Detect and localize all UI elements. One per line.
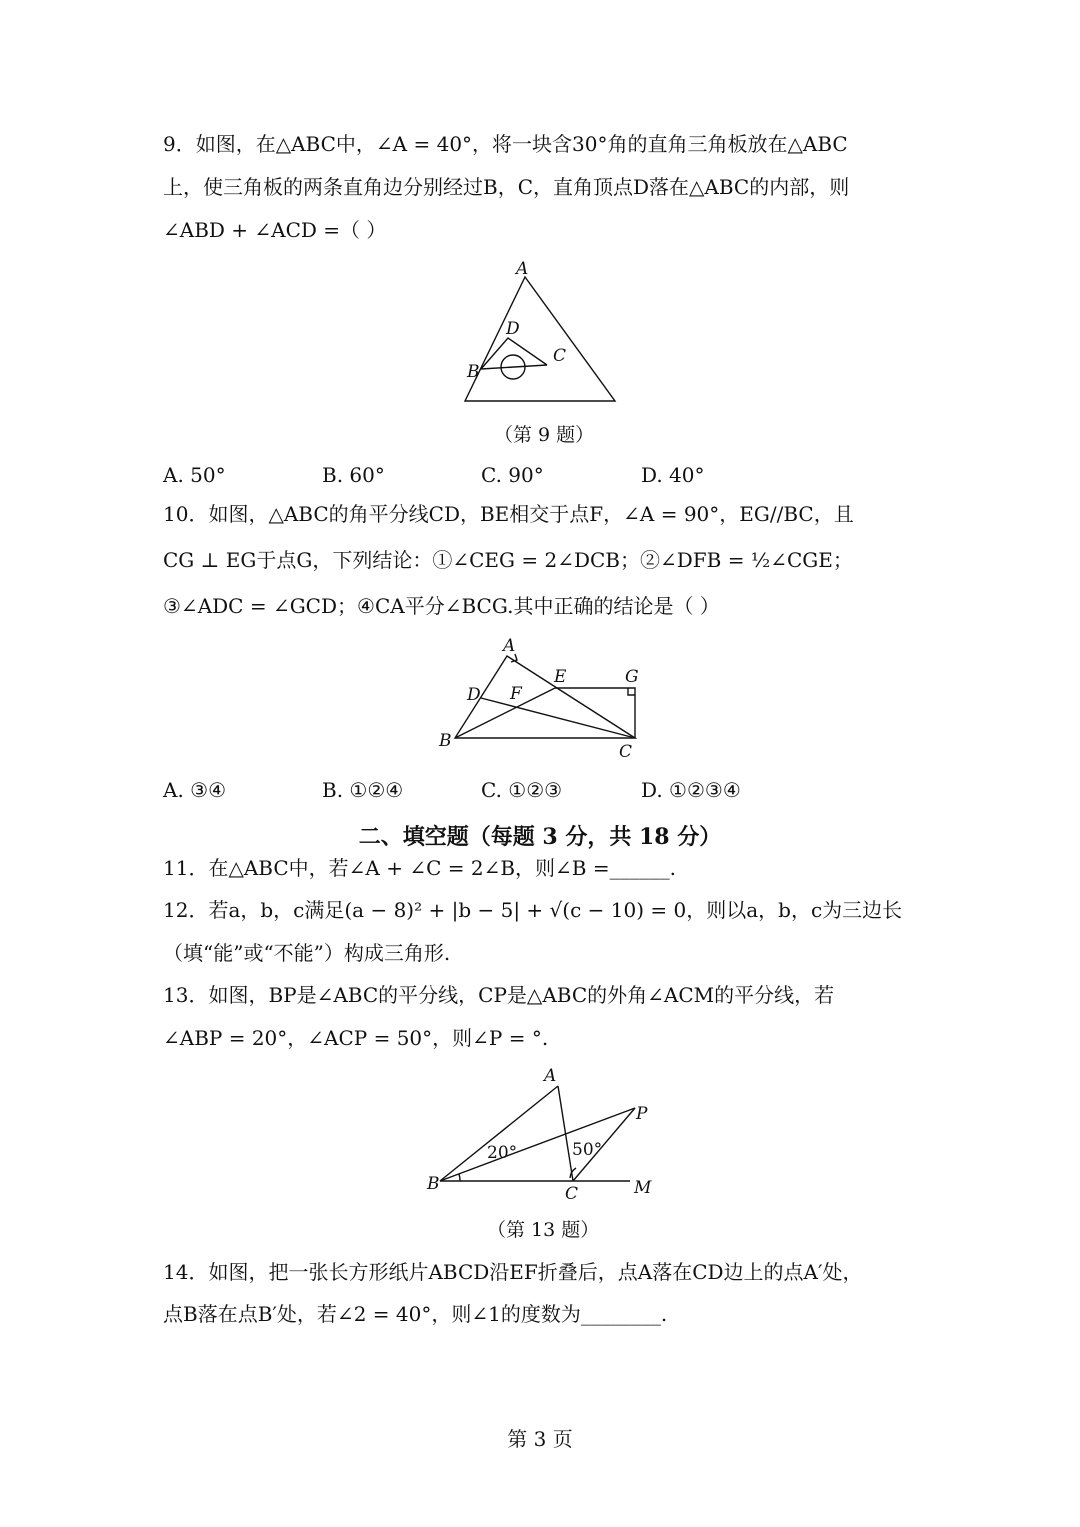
q14-line-1: 14．如图，把一张长方形纸片ABCD沿EF折叠后，点A落在CD边上的点A′处， [163, 1260, 863, 1284]
q9-triangle-abc [465, 277, 615, 401]
q13-arc-b [459, 1174, 460, 1181]
q10-line-2: CG ⊥ EG于点G，下列结论：①∠CEG = 2∠DCB；②∠DFB = ½∠CGE； [163, 548, 853, 572]
q9-caption: （第 9 题） [494, 424, 595, 446]
q13-figure [420, 1062, 660, 1207]
q9-segment-bc [481, 365, 547, 369]
q13-angle-50: 50° [572, 1140, 603, 1160]
q10-option-c[interactable]: C. ①②③ [481, 778, 563, 802]
q10-label-c: C [619, 742, 633, 762]
q13-angle-20: 20° [487, 1143, 518, 1163]
q9-option-c[interactable]: C. 90° [481, 463, 544, 487]
q13-bisector-bp [440, 1108, 635, 1181]
q9-line-1: 9．如图，在△ABC中，∠A = 40°，将一块含30°角的直角三角板放在△ABC [163, 132, 848, 156]
q13-line-1: 13．如图，BP是∠ABC的平分线，CP是△ABC的外角∠ACM的平分线，若 [163, 983, 835, 1007]
q10-triangle-abc [455, 656, 635, 738]
q13-label-c: C [565, 1184, 579, 1204]
q14-line-2: 点B落在点B′处，若∠2 = 40°，则∠1的度数为________. [163, 1302, 668, 1326]
q9-label-a: A [516, 259, 529, 279]
q13-label-m: M [634, 1178, 652, 1198]
q10-right-angle-g [628, 688, 635, 695]
q10-label-g: G [625, 667, 639, 687]
q9-option-d[interactable]: D. 40° [641, 463, 705, 487]
q9-set-square [481, 338, 547, 369]
q10-option-a[interactable]: A. ③④ [163, 778, 227, 802]
q9-label-d: D [506, 319, 520, 339]
q13-label-a: A [544, 1066, 557, 1086]
q12-line-2: （填“能”或“不能”）构成三角形. [163, 941, 451, 965]
q9-figure [455, 255, 625, 410]
q10-label-e: E [554, 667, 567, 687]
q10-line-1: 10．如图，△ABC的角平分线CD，BE相交于点F，∠A = 90°，EG//BC，且 [163, 502, 854, 526]
q9-option-b[interactable]: B. 60° [322, 463, 385, 487]
q10-label-b: B [439, 731, 452, 751]
q10-label-a: A [503, 636, 516, 656]
q13-caption: （第 13 题） [487, 1219, 600, 1241]
q10-option-d[interactable]: D. ①②③④ [641, 778, 741, 802]
q13-label-b: B [427, 1174, 440, 1194]
q10-figure [435, 632, 650, 762]
q9-label-b: B [467, 362, 480, 382]
q13-side-ba [440, 1086, 558, 1181]
q11-line-1: 11．在△ABC中，若∠A + ∠C = 2∠B，则∠B =______. [163, 856, 676, 880]
q9-line-3: ∠ABD + ∠ACD =（ ） [163, 218, 387, 242]
page-number: 第 3 页 [507, 1427, 573, 1451]
q10-label-f: F [510, 684, 522, 704]
q13-label-p: P [636, 1104, 648, 1124]
section-title: 二、填空题（每题 3 分，共 18 分） [358, 824, 722, 850]
q10-line-3: ③∠ADC = ∠GCD；④CA平分∠BCG.其中正确的结论是（ ） [163, 594, 720, 618]
q10-label-d: D [467, 685, 481, 705]
q10-option-b[interactable]: B. ①②④ [322, 778, 404, 802]
q13-line-2: ∠ABP = 20°，∠ACP = 50°，则∠P = °. [163, 1026, 549, 1050]
q10-bisector-cd [481, 698, 635, 738]
q9-option-a[interactable]: A. 50° [163, 463, 226, 487]
q9-line-2: 上，使三角板的两条直角边分别经过B，C，直角顶点D落在△ABC的内部，则 [163, 175, 850, 199]
q9-label-c: C [553, 346, 567, 366]
q12-line-1: 12．若a，b，c满足(a − 8)² + |b − 5| + √(c − 10) = 0，则以a，b，c为三边长 [163, 898, 903, 922]
